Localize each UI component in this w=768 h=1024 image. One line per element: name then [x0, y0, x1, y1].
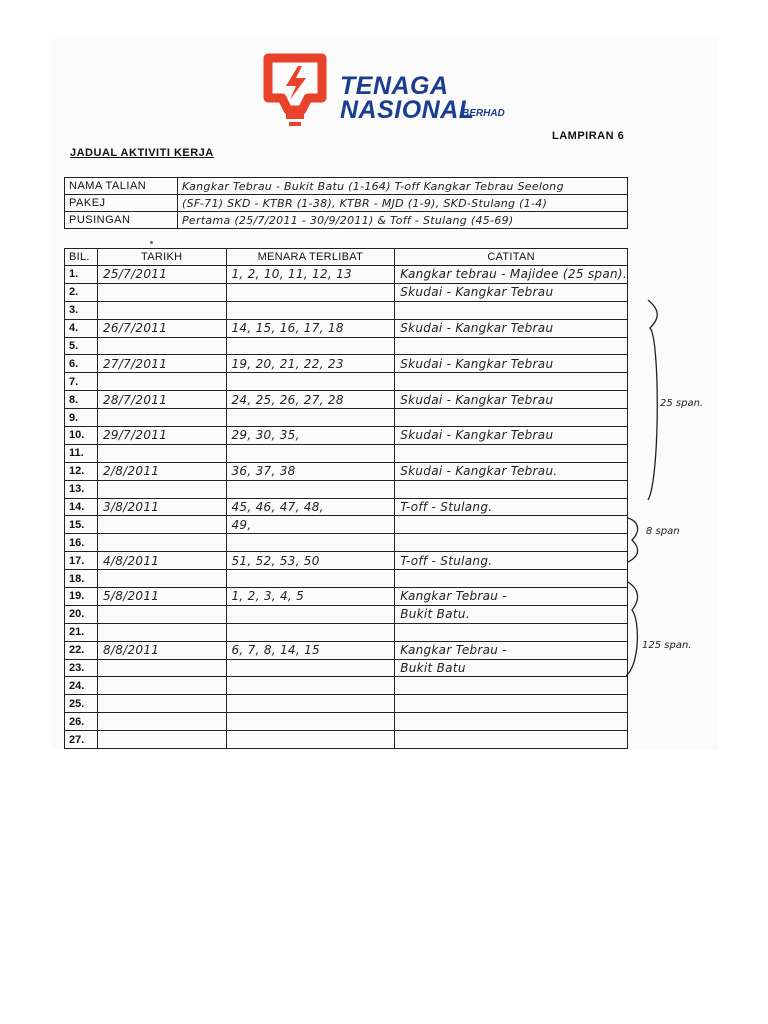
brand-suffix: BERHAD — [462, 108, 505, 119]
row-menara-cell — [226, 373, 395, 391]
row-tarikh — [98, 697, 103, 711]
row-tarikh-cell — [97, 283, 226, 301]
row-menara: 45, 46, 47, 48, — [231, 500, 324, 515]
row-catitan: T-off - Stulang. — [400, 553, 493, 568]
row-bil: 25. — [65, 695, 98, 713]
row-tarikh — [98, 661, 103, 675]
row-tarikh-cell — [97, 355, 226, 373]
table-row — [65, 480, 628, 498]
row-bil: 3. — [65, 301, 98, 319]
row-tarikh-cell — [97, 444, 226, 462]
row-tarikh: 4/8/2011 — [102, 553, 160, 568]
table-row — [65, 409, 628, 427]
row-menara: 36, 37, 38 — [231, 464, 296, 479]
table-row — [65, 373, 628, 391]
row-bil: 17. — [65, 552, 98, 570]
row-tarikh-cell — [97, 695, 226, 713]
row-catitan: Bukit Batu. — [400, 607, 470, 622]
row-menara-cell — [226, 391, 395, 409]
row-catitan-cell — [395, 373, 628, 391]
row-tarikh-cell — [97, 373, 226, 391]
table-row — [65, 391, 628, 409]
info-label: NAMA TALIAN — [65, 178, 178, 195]
row-catitan — [395, 625, 400, 639]
row-catitan — [395, 339, 400, 353]
row-menara: 51, 52, 53, 50 — [231, 553, 320, 568]
header-tarikh: TARIKH — [97, 249, 226, 266]
row-tarikh-cell — [97, 659, 226, 677]
row-bil: 11. — [65, 444, 98, 462]
row-catitan-cell — [395, 534, 628, 552]
row-bil: 23. — [65, 659, 98, 677]
row-bil: 21. — [65, 623, 98, 641]
table-row — [65, 731, 628, 749]
row-menara — [227, 482, 232, 496]
row-menara — [227, 446, 232, 460]
row-catitan-cell — [395, 427, 628, 445]
row-catitan: T-off - Stulang. — [400, 500, 493, 515]
row-menara-cell — [226, 659, 395, 677]
row-menara — [227, 572, 232, 586]
row-tarikh: 28/7/2011 — [102, 392, 168, 407]
row-bil: 2. — [65, 283, 98, 301]
row-catitan — [395, 572, 400, 586]
row-catitan-cell — [395, 516, 628, 534]
row-menara — [227, 375, 232, 389]
row-tarikh: 26/7/2011 — [102, 321, 168, 336]
row-bil: 1. — [65, 266, 98, 284]
row-catitan-cell — [395, 337, 628, 355]
row-menara: 24, 25, 26, 27, 28 — [231, 392, 344, 407]
row-catitan: Kangkar Tebrau - — [400, 589, 507, 604]
brand-line-1: TENAGA — [340, 72, 449, 100]
row-catitan-cell — [395, 659, 628, 677]
table-row — [65, 462, 628, 480]
row-menara: 14, 15, 16, 17, 18 — [231, 321, 344, 336]
row-catitan — [395, 679, 400, 693]
row-tarikh — [98, 446, 103, 460]
stray-dot — [150, 241, 153, 244]
info-row — [65, 212, 628, 229]
row-tarikh-cell — [97, 498, 226, 516]
row-menara: 6, 7, 8, 14, 15 — [231, 643, 320, 658]
row-tarikh: 27/7/2011 — [102, 356, 168, 371]
header-catitan: CATITAN — [395, 249, 628, 266]
row-bil: 24. — [65, 677, 98, 695]
row-catitan-cell — [395, 355, 628, 373]
row-tarikh-cell — [97, 266, 226, 284]
row-tarikh — [98, 572, 103, 586]
company-logo — [262, 52, 522, 128]
row-menara-cell — [226, 552, 395, 570]
row-menara — [227, 679, 232, 693]
row-menara-cell — [226, 319, 395, 337]
row-menara — [227, 536, 232, 550]
row-bil: 7. — [65, 373, 98, 391]
row-catitan: Skudai - Kangkar Tebrau — [400, 285, 554, 300]
row-catitan-cell — [395, 588, 628, 606]
row-menara-cell — [226, 283, 395, 301]
row-tarikh-cell — [97, 713, 226, 731]
info-label: PUSINGAN — [65, 212, 178, 229]
row-menara — [227, 303, 232, 317]
row-bil: 20. — [65, 605, 98, 623]
brand-line-2: NASIONAL — [340, 96, 475, 124]
row-tarikh-cell — [97, 641, 226, 659]
row-tarikh-cell — [97, 462, 226, 480]
row-menara — [227, 697, 232, 711]
row-catitan-cell — [395, 480, 628, 498]
row-catitan — [395, 733, 400, 747]
row-tarikh — [98, 482, 103, 496]
table-row — [65, 695, 628, 713]
table-row — [65, 266, 628, 284]
table-header-row — [65, 249, 628, 266]
row-tarikh-cell — [97, 337, 226, 355]
info-value-text: Pertama (25/7/2011 - 30/9/2011) & Toff - Stulang (45-69) — [182, 213, 514, 227]
row-catitan-cell — [395, 713, 628, 731]
row-catitan-cell — [395, 677, 628, 695]
row-menara-cell — [226, 355, 395, 373]
row-tarikh-cell — [97, 480, 226, 498]
row-catitan — [395, 518, 400, 532]
row-menara: 19, 20, 21, 22, 23 — [231, 356, 344, 371]
row-menara-cell — [226, 516, 395, 534]
info-value — [178, 195, 628, 212]
table-row — [65, 623, 628, 641]
row-tarikh-cell — [97, 731, 226, 749]
row-menara-cell — [226, 570, 395, 588]
row-menara — [227, 715, 232, 729]
row-menara: 49, — [231, 517, 252, 532]
row-tarikh: 3/8/2011 — [102, 500, 160, 515]
row-menara — [227, 625, 232, 639]
row-bil: 5. — [65, 337, 98, 355]
table-row — [65, 713, 628, 731]
row-menara-cell — [226, 480, 395, 498]
row-catitan — [395, 375, 400, 389]
row-catitan: Skudai - Kangkar Tebrau — [400, 428, 554, 443]
row-menara-cell — [226, 605, 395, 623]
row-bil: 6. — [65, 355, 98, 373]
lampiran-label: LAMPIRAN 6 — [552, 130, 625, 142]
row-menara-cell — [226, 588, 395, 606]
row-catitan-cell — [395, 444, 628, 462]
row-bil: 10. — [65, 427, 98, 445]
table-row — [65, 498, 628, 516]
row-catitan: Kangkar tebrau - Majidee (25 span). — [400, 267, 627, 282]
row-menara — [227, 661, 232, 675]
row-tarikh — [98, 679, 103, 693]
row-tarikh-cell — [97, 427, 226, 445]
table-row — [65, 444, 628, 462]
row-catitan-cell — [395, 462, 628, 480]
info-table — [64, 177, 628, 229]
row-catitan-cell — [395, 605, 628, 623]
row-menara-cell — [226, 409, 395, 427]
table-row — [65, 570, 628, 588]
row-bil: 27. — [65, 731, 98, 749]
row-menara: 29, 30, 35, — [231, 428, 300, 443]
row-catitan — [395, 536, 400, 550]
row-tarikh — [98, 625, 103, 639]
table-row — [65, 534, 628, 552]
row-menara — [227, 411, 232, 425]
row-catitan — [395, 411, 400, 425]
row-tarikh-cell — [97, 534, 226, 552]
row-catitan — [395, 482, 400, 496]
row-tarikh — [98, 607, 103, 621]
row-menara: 1, 2, 3, 4, 5 — [231, 589, 305, 604]
row-menara: 1, 2, 10, 11, 12, 13 — [231, 267, 352, 282]
row-bil: 18. — [65, 570, 98, 588]
row-tarikh: 29/7/2011 — [102, 428, 168, 443]
info-value — [178, 178, 628, 195]
row-menara-cell — [226, 498, 395, 516]
row-bil: 13. — [65, 480, 98, 498]
row-menara — [227, 607, 232, 621]
row-catitan-cell — [395, 623, 628, 641]
row-bil: 9. — [65, 409, 98, 427]
row-tarikh-cell — [97, 570, 226, 588]
row-tarikh — [98, 339, 103, 353]
row-catitan-cell — [395, 301, 628, 319]
row-tarikh-cell — [97, 588, 226, 606]
row-menara-cell — [226, 301, 395, 319]
row-tarikh — [98, 536, 103, 550]
annotation-125-span: 125 span. — [642, 640, 692, 651]
info-value — [178, 212, 628, 229]
info-row — [65, 178, 628, 195]
row-tarikh-cell — [97, 552, 226, 570]
row-tarikh-cell — [97, 516, 226, 534]
row-menara — [227, 339, 232, 353]
row-bil: 26. — [65, 713, 98, 731]
row-tarikh: 25/7/2011 — [102, 267, 168, 282]
row-menara-cell — [226, 695, 395, 713]
row-tarikh: 8/8/2011 — [102, 643, 160, 658]
row-catitan-cell — [395, 319, 628, 337]
row-tarikh — [98, 285, 103, 299]
row-tarikh: 2/8/2011 — [102, 464, 160, 479]
row-bil: 12. — [65, 462, 98, 480]
row-tarikh — [98, 518, 103, 532]
row-catitan-cell — [395, 409, 628, 427]
row-menara-cell — [226, 713, 395, 731]
table-row — [65, 605, 628, 623]
annotation-8-span: 8 span — [646, 526, 680, 537]
row-catitan-cell — [395, 731, 628, 749]
row-menara-cell — [226, 462, 395, 480]
row-menara-cell — [226, 534, 395, 552]
row-catitan-cell — [395, 283, 628, 301]
row-catitan: Skudai - Kangkar Tebrau — [400, 356, 554, 371]
row-tarikh — [98, 375, 103, 389]
row-menara-cell — [226, 641, 395, 659]
table-row — [65, 641, 628, 659]
row-catitan-cell — [395, 641, 628, 659]
row-tarikh — [98, 303, 103, 317]
row-tarikh-cell — [97, 301, 226, 319]
tnb-logo-icon — [262, 52, 334, 128]
row-catitan-cell — [395, 695, 628, 713]
row-menara-cell — [226, 266, 395, 284]
row-menara-cell — [226, 444, 395, 462]
row-catitan-cell — [395, 498, 628, 516]
table-row — [65, 319, 628, 337]
row-catitan: Kangkar Tebrau - — [400, 643, 507, 658]
row-tarikh-cell — [97, 605, 226, 623]
row-catitan: Skudai - Kangkar Tebrau. — [400, 464, 558, 479]
row-bil: 19. — [65, 588, 98, 606]
row-catitan: Bukit Batu — [400, 661, 466, 676]
row-menara-cell — [226, 677, 395, 695]
row-tarikh-cell — [97, 623, 226, 641]
table-row — [65, 659, 628, 677]
row-menara — [227, 285, 232, 299]
annotation-25-span: 25 span. — [660, 398, 704, 409]
table-row — [65, 588, 628, 606]
row-tarikh-cell — [97, 391, 226, 409]
row-catitan — [395, 446, 400, 460]
row-catitan: Skudai - Kangkar Tebrau — [400, 321, 554, 336]
row-bil: 16. — [65, 534, 98, 552]
row-bil: 15. — [65, 516, 98, 534]
table-row — [65, 552, 628, 570]
table-row — [65, 301, 628, 319]
row-tarikh-cell — [97, 409, 226, 427]
row-catitan-cell — [395, 391, 628, 409]
info-value-text: Kangkar Tebrau - Bukit Batu (1-164) T-off Kangkar Tebrau Seelong — [182, 179, 564, 193]
activity-table — [64, 248, 628, 749]
row-tarikh-cell — [97, 319, 226, 337]
row-catitan — [395, 303, 400, 317]
table-row — [65, 516, 628, 534]
table-row — [65, 355, 628, 373]
row-tarikh — [98, 733, 103, 747]
row-menara-cell — [226, 427, 395, 445]
row-menara-cell — [226, 731, 395, 749]
row-catitan — [395, 697, 400, 711]
table-row — [65, 337, 628, 355]
row-menara-cell — [226, 337, 395, 355]
row-catitan-cell — [395, 570, 628, 588]
row-tarikh-cell — [97, 677, 226, 695]
info-row — [65, 195, 628, 212]
info-value-text: (SF-71) SKD - KTBR (1-38), KTBR - MJD (1-9), SKD-Stulang (1-4) — [182, 196, 548, 210]
header-bil: BIL. — [65, 249, 98, 266]
row-tarikh — [98, 411, 103, 425]
row-catitan-cell — [395, 266, 628, 284]
row-tarikh: 5/8/2011 — [102, 589, 160, 604]
info-label: PAKEJ — [65, 195, 178, 212]
document-title: JADUAL AKTIVITI KERJA — [70, 147, 214, 159]
row-catitan — [395, 715, 400, 729]
row-menara — [227, 733, 232, 747]
row-catitan: Skudai - Kangkar Tebrau — [400, 392, 554, 407]
row-bil: 14. — [65, 498, 98, 516]
table-row — [65, 427, 628, 445]
table-row — [65, 677, 628, 695]
row-tarikh — [98, 715, 103, 729]
table-row — [65, 283, 628, 301]
row-bil: 8. — [65, 391, 98, 409]
row-bil: 4. — [65, 319, 98, 337]
row-bil: 22. — [65, 641, 98, 659]
row-menara-cell — [226, 623, 395, 641]
header-menara: MENARA TERLIBAT — [226, 249, 395, 266]
row-catitan-cell — [395, 552, 628, 570]
